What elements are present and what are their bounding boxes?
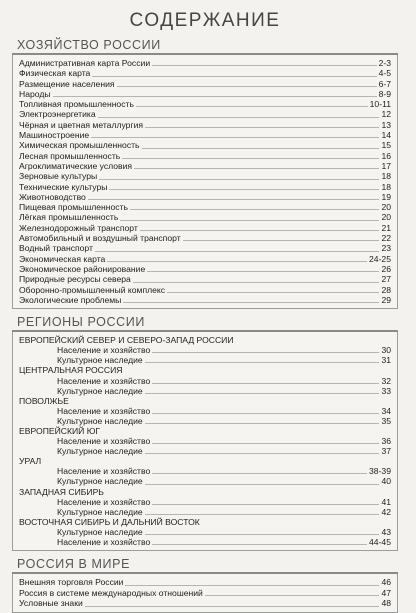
leader-line [152, 473, 367, 474]
toc-entry-page: 48 [381, 598, 391, 609]
leader-line [145, 393, 379, 394]
leader-line [152, 383, 379, 384]
toc-entry-label: Культурное наследие [57, 476, 143, 487]
toc-entry-label: Природные ресурсы севера [19, 274, 131, 285]
toc-entry[interactable] [19, 386, 391, 396]
leader-line [147, 271, 379, 272]
toc-entry-page: 20 [381, 212, 391, 223]
toc-entry[interactable] [19, 446, 391, 456]
toc-entry-page: 26 [381, 263, 391, 274]
leader-line [98, 117, 379, 118]
toc-entry-label: Оборонно-промышленный комплекс [19, 284, 166, 295]
region-heading[interactable]: ЕВРОПЕЙСКИЙ ЮГ [19, 425, 101, 436]
leader-line [145, 423, 379, 424]
toc-entry[interactable] [19, 598, 391, 609]
regions-toc-list [12, 332, 398, 551]
toc-entry-page: 22 [381, 233, 391, 244]
toc-entry-label: Агроклиматические условия [19, 160, 133, 171]
toc-entry-page: 8-9 [378, 88, 391, 99]
toc-entry-label: Лёгкая промышленность [19, 212, 119, 223]
toc-entry-label: Технические культуры [19, 181, 108, 192]
toc-entry-label: Экологические проблемы [19, 294, 122, 305]
toc-entry-page: 41 [381, 496, 391, 507]
toc-entry-label: Культурное наследие [57, 526, 143, 537]
leader-line [140, 230, 379, 231]
leader-line [85, 606, 379, 607]
leader-line [107, 261, 367, 262]
section-heading-economy: ХОЗЯЙСТВО РОССИИ [12, 38, 398, 55]
toc-entry-label: Россия в системе международных отношений [19, 587, 203, 598]
toc-entry[interactable] [19, 376, 391, 386]
section-heading-regions: РЕГИОНЫ РОССИИ [12, 315, 398, 332]
toc-entry[interactable] [19, 537, 391, 547]
leader-line [109, 189, 379, 190]
toc-entry[interactable] [19, 120, 391, 130]
leader-line [120, 220, 379, 221]
toc-entry-page: 33 [381, 385, 391, 396]
toc-entry-label: Культурное наследие [57, 355, 143, 366]
toc-entry-page: 17 [381, 160, 391, 171]
leader-line [145, 534, 379, 535]
toc-entry[interactable] [19, 79, 391, 89]
toc-entry-page: 30 [381, 345, 391, 356]
toc-entry-page: 46 [381, 577, 391, 588]
toc-entry-page: 27 [381, 274, 391, 285]
toc-entry-label: Экономическое районирование [19, 263, 146, 274]
toc-entry-label: Население и хозяйство [57, 436, 151, 447]
toc-entry[interactable] [19, 58, 391, 68]
toc-entry-label: Топливная промышленность [19, 99, 134, 110]
leader-line [88, 199, 379, 200]
toc-entry-label: Внешняя торговля России [19, 577, 124, 588]
toc-entry-label: Народы [19, 88, 51, 99]
toc-entry-page: 19 [381, 191, 391, 202]
toc-entry-label: Административная карта России [19, 58, 151, 68]
toc-entry-page: 24-25 [369, 253, 391, 264]
toc-entry-label: Культурное наследие [57, 506, 143, 517]
toc-entry-page: 35 [381, 415, 391, 426]
toc-entry-label: Размещение населения [19, 78, 115, 89]
region-heading[interactable]: ПОВОЛЖЬЕ [19, 395, 69, 406]
toc-entry-page: 23 [381, 243, 391, 254]
toc-entry-label: Автомобильный и воздушный транспорт [19, 233, 181, 244]
toc-entry-label: Условные знаки [19, 598, 83, 609]
leader-line [125, 585, 379, 586]
toc-entry[interactable] [19, 68, 391, 78]
toc-entry-page: 32 [381, 375, 391, 386]
leader-line [145, 514, 379, 515]
toc-entry-page: 12 [381, 109, 391, 120]
toc-entry-page: 18 [381, 181, 391, 192]
leader-line [145, 484, 379, 485]
toc-entry-label: Животноводство [19, 191, 86, 202]
toc-entry-page: 31 [381, 355, 391, 366]
toc-entry-label: Население и хозяйство [57, 345, 151, 356]
leader-line [145, 453, 379, 454]
leader-line [53, 96, 377, 97]
toc-entry-label: Население и хозяйство [57, 537, 151, 547]
leader-line [133, 282, 379, 283]
toc-entry-page: 43 [381, 526, 391, 537]
leader-line [134, 168, 379, 169]
toc-entry-label: Население и хозяйство [57, 375, 151, 386]
toc-entry[interactable] [19, 233, 391, 243]
toc-entry-page: 15 [381, 140, 391, 151]
toc-entry-label: Экономическая карта [19, 253, 106, 264]
toc-entry[interactable] [19, 507, 391, 517]
region-heading[interactable]: ЦЕНТРАЛЬНАЯ РОССИЯ [19, 365, 123, 376]
toc-entry-page: 10-11 [369, 99, 391, 110]
toc-entry-page: 34 [381, 405, 391, 416]
leader-line [117, 86, 377, 87]
leader-line [145, 362, 379, 363]
toc-entry[interactable] [19, 202, 391, 212]
toc-entry[interactable] [19, 192, 391, 202]
leader-line [142, 148, 379, 149]
leader-line [152, 352, 379, 353]
toc-entry[interactable] [19, 109, 391, 119]
toc-entry[interactable] [19, 254, 391, 264]
section-heading-world: РОССИЯ В МИРЕ [12, 557, 398, 574]
toc-entry[interactable] [19, 274, 391, 284]
leader-line [152, 413, 379, 414]
toc-entry[interactable] [19, 151, 391, 161]
toc-entry-page: 13 [381, 119, 391, 130]
toc-entry[interactable] [19, 243, 391, 253]
toc-entry[interactable] [19, 476, 391, 486]
economy-toc-list [12, 55, 398, 309]
toc-entry[interactable] [19, 223, 391, 233]
toc-entry[interactable] [19, 89, 391, 99]
toc-entry[interactable] [19, 345, 391, 355]
toc-entry-page: 14 [381, 130, 391, 141]
leader-line [152, 443, 379, 444]
leader-line [130, 209, 379, 210]
toc-entry-label: Культурное наследие [57, 415, 143, 426]
toc-entry-page: 36 [381, 436, 391, 447]
toc-entry[interactable] [19, 212, 391, 222]
toc-entry-page: 47 [381, 587, 391, 598]
toc-entry-label: Зерновые культуры [19, 171, 98, 182]
toc-entry-label: Машиностроение [19, 130, 90, 141]
toc-entry-label: Водный транспорт [19, 243, 93, 254]
toc-entry-label: Лесная промышленность [19, 150, 121, 161]
leader-line [92, 76, 376, 77]
toc-entry[interactable] [19, 436, 391, 446]
toc-entry-page: 16 [381, 150, 391, 161]
toc-entry-page: 21 [381, 222, 391, 233]
toc-entry-label: Культурное наследие [57, 446, 143, 457]
toc-entry-label: Население и хозяйство [57, 405, 151, 416]
toc-entry-page: 6-7 [378, 78, 391, 89]
toc-entry-label: Население и хозяйство [57, 496, 151, 507]
toc-entry[interactable] [19, 577, 391, 588]
toc-entry[interactable] [19, 527, 391, 537]
region-heading[interactable]: ЗАПАДНАЯ СИБИРЬ [19, 486, 104, 497]
leader-line [145, 127, 379, 128]
toc-entry[interactable] [19, 130, 391, 140]
toc-entry-label: Культурное наследие [57, 385, 143, 396]
toc-entry[interactable] [19, 171, 391, 181]
toc-entry[interactable] [19, 355, 391, 365]
toc-entry[interactable] [19, 466, 391, 476]
toc-entry-label: Пищевая промышленность [19, 202, 128, 213]
leader-line [136, 106, 368, 107]
leader-line [99, 179, 379, 180]
world-toc-list [12, 574, 398, 613]
leader-line [152, 65, 376, 66]
leader-line [167, 292, 379, 293]
toc-entry-label: Физическая карта [19, 68, 91, 79]
toc-entry-label: Электроэнергетика [19, 109, 96, 120]
toc-entry-page: 37 [381, 446, 391, 457]
leader-line [152, 544, 367, 545]
toc-entry[interactable] [19, 264, 391, 274]
toc-entry-page: 44-45 [369, 537, 391, 547]
toc-entry[interactable] [19, 295, 391, 305]
contents-page [12, 8, 398, 613]
toc-entry[interactable] [19, 140, 391, 150]
toc-entry-page: 40 [381, 476, 391, 487]
toc-entry-page: 4-5 [378, 68, 391, 79]
region-heading[interactable]: ВОСТОЧНАЯ СИБИРЬ И ДАЛЬНИЙ ВОСТОК [19, 516, 200, 527]
toc-entry[interactable] [19, 497, 391, 507]
toc-entry-page: 29 [381, 294, 391, 305]
toc-entry[interactable] [19, 182, 391, 192]
toc-entry[interactable] [19, 406, 391, 416]
toc-entry[interactable] [19, 99, 391, 109]
toc-entry-page: 42 [381, 506, 391, 517]
toc-entry-label: Чёрная и цветная металлургия [19, 119, 144, 130]
toc-entry[interactable] [19, 161, 391, 171]
leader-line [183, 240, 379, 241]
toc-entry-label: Железнодорожный транспорт [19, 222, 138, 233]
leader-line [122, 158, 379, 159]
toc-entry-page: 18 [381, 171, 391, 182]
toc-entry-page: 28 [381, 284, 391, 295]
toc-entry-page: 2-3 [378, 58, 391, 68]
toc-entry-label: Население и хозяйство [57, 466, 151, 477]
region-heading[interactable]: ЕВРОПЕЙСКИЙ СЕВЕР И СЕВЕРО-ЗАПАД РОССИИ [19, 335, 234, 346]
leader-line [95, 251, 379, 252]
toc-entry-label: Химическая промышленность [19, 140, 140, 151]
leader-line [123, 302, 379, 303]
leader-line [205, 595, 379, 596]
leader-line [91, 137, 379, 138]
toc-entry-page: 20 [381, 202, 391, 213]
toc-entry[interactable] [19, 416, 391, 426]
leader-line [152, 504, 379, 505]
region-heading[interactable]: УРАЛ [19, 456, 42, 467]
toc-entry[interactable] [19, 285, 391, 295]
toc-entry-page: 38-39 [369, 466, 391, 477]
page-title: СОДЕРЖАНИЕ [129, 10, 281, 31]
